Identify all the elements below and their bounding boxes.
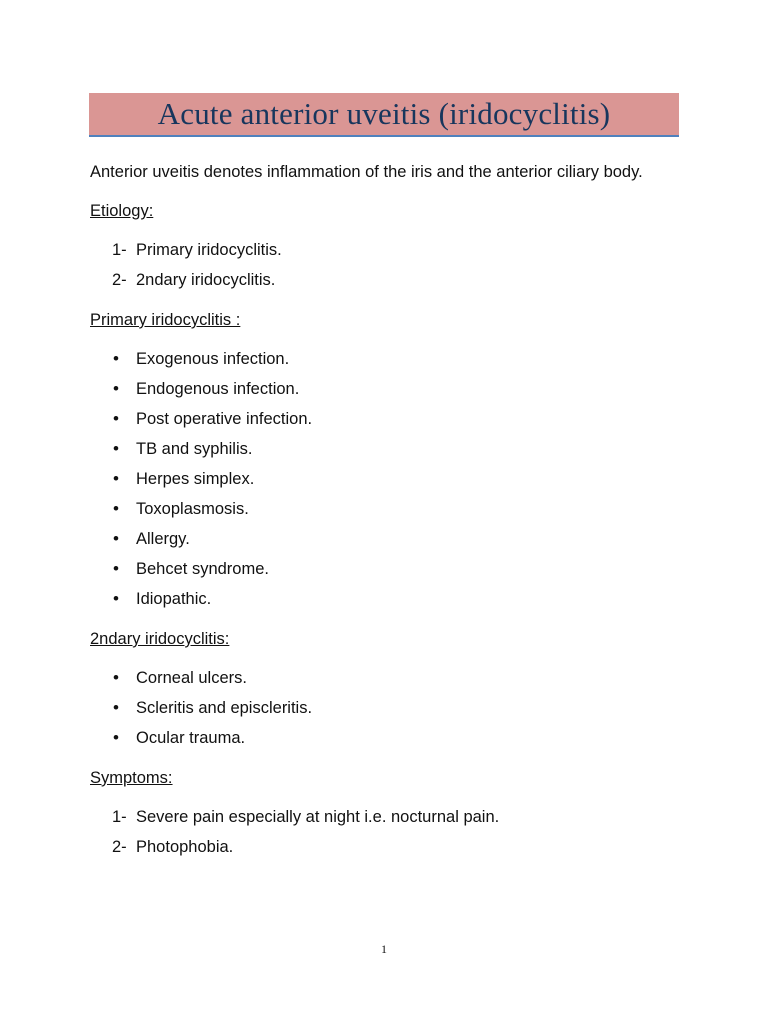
list-item-text: Idiopathic. [136, 590, 212, 608]
list-number: 1- [112, 808, 127, 826]
list-item [90, 723, 690, 753]
page-title: Acute anterior uveitis (iridocyclitis) [157, 95, 611, 131]
bullet-icon: • [113, 668, 119, 687]
list-number: 2- [112, 271, 127, 289]
bullet-icon: • [113, 559, 119, 578]
bullet-icon: • [113, 409, 119, 428]
list-item-text: Endogenous infection. [136, 380, 300, 398]
list-item [90, 464, 690, 494]
list-item [90, 802, 690, 832]
list-item [90, 434, 690, 464]
list-item [90, 832, 690, 862]
list-item [90, 374, 690, 404]
list-number: 1- [112, 241, 127, 259]
bullet-icon: • [113, 379, 119, 398]
list-item [90, 663, 690, 693]
bullet-icon: • [113, 499, 119, 518]
list-item-text: Behcet syndrome. [136, 560, 269, 578]
list-item [90, 265, 690, 295]
list-item [90, 693, 690, 723]
list-item-text: Scleritis and episcleritis. [136, 699, 313, 717]
bullet-icon: • [113, 469, 119, 488]
list-item [90, 344, 690, 374]
etiology-heading: Etiology: [90, 202, 154, 220]
list-item [90, 584, 690, 614]
symptoms-heading: Symptoms: [90, 769, 173, 787]
bullet-icon: • [113, 698, 119, 717]
bullet-icon: • [113, 529, 119, 548]
list-item-text: Severe pain especially at night i.e. nocturnal pain. [136, 808, 500, 826]
list-item-text: Post operative infection. [136, 410, 313, 428]
title-banner [89, 93, 679, 137]
list-item-text: Photophobia. [136, 838, 234, 856]
secondary-heading: 2ndary iridocyclitis: [90, 630, 230, 648]
primary-heading: Primary iridocyclitis : [90, 311, 241, 329]
list-item [90, 554, 690, 584]
secondary-list [90, 663, 690, 753]
list-item-text: TB and syphilis. [136, 440, 253, 458]
list-item-text: Allergy. [136, 530, 190, 548]
list-item [90, 524, 690, 554]
symptoms-list [90, 802, 690, 862]
bullet-icon: • [113, 349, 119, 368]
bullet-icon: • [113, 589, 119, 608]
list-item-text: Ocular trauma. [136, 729, 246, 747]
list-item [90, 494, 690, 524]
intro-paragraph: Anterior uveitis denotes inflammation of the iris and the anterior ciliary body. [90, 163, 643, 181]
list-item-text: Exogenous infection. [136, 350, 290, 368]
document-body [90, 158, 690, 873]
list-item-text: Primary iridocyclitis. [136, 241, 282, 259]
list-item-text: Corneal ulcers. [136, 669, 247, 687]
bullet-icon: • [113, 728, 119, 747]
list-number: 2- [112, 838, 127, 856]
list-item [90, 404, 690, 434]
bullet-icon: • [113, 439, 119, 458]
list-item-text: Toxoplasmosis. [136, 500, 249, 518]
list-item-text: 2ndary iridocyclitis. [136, 271, 276, 289]
etiology-list [90, 235, 690, 295]
page-number: 1 [381, 942, 387, 956]
primary-list [90, 344, 690, 614]
list-item-text: Herpes simplex. [136, 470, 255, 488]
list-item [90, 235, 690, 265]
